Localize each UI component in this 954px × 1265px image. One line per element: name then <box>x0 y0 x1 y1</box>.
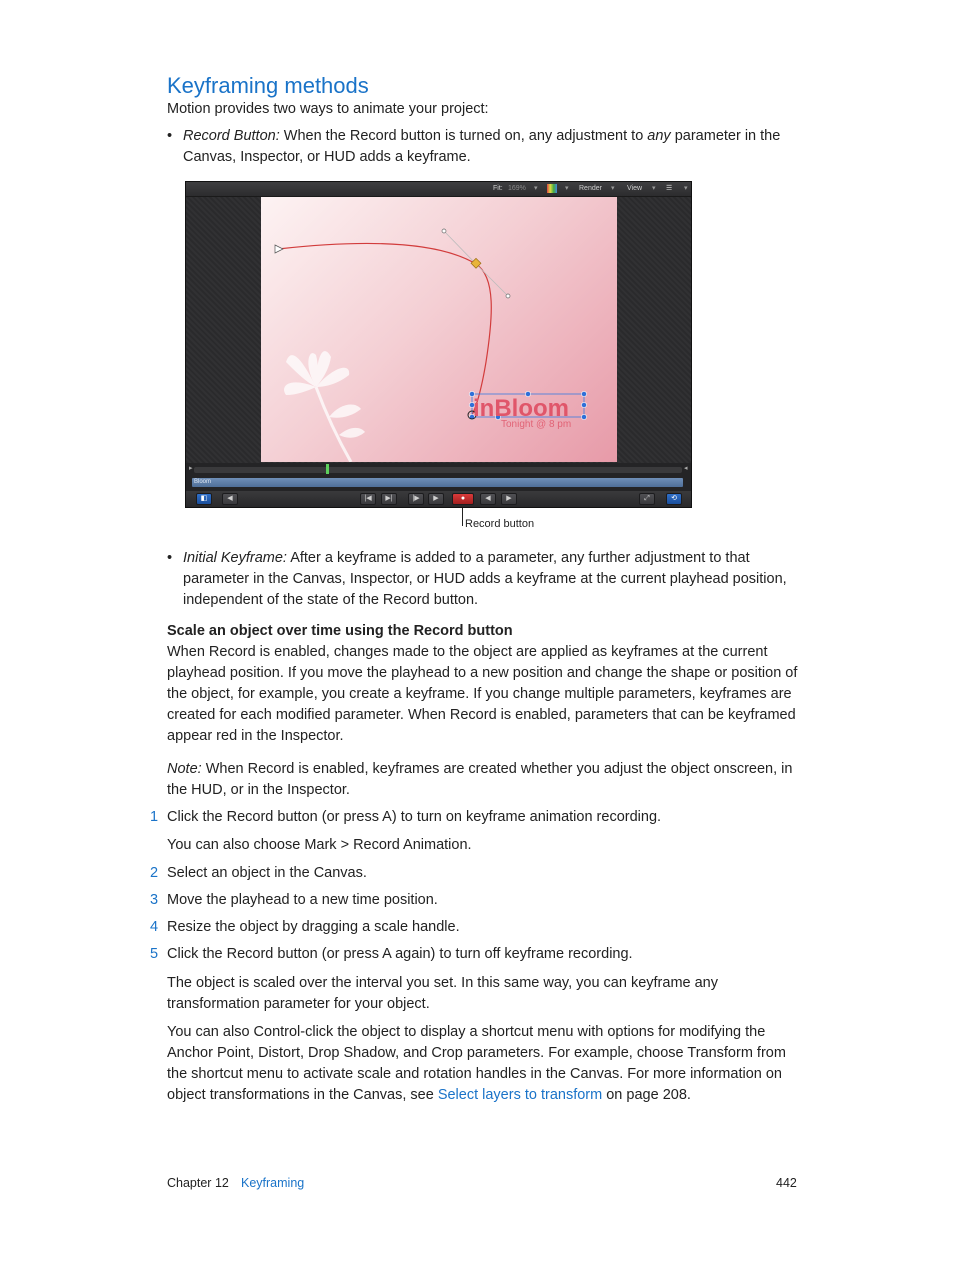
footer-chapter: Chapter 12 <box>167 1176 229 1190</box>
path-start-arrow-icon[interactable] <box>275 245 283 253</box>
bullet-term: Record Button: <box>183 128 280 144</box>
step-number: 5 <box>150 946 159 962</box>
bezier-handle-line <box>476 264 508 296</box>
step-text: Click the Record button (or press A) to turn on keyframe animation recording. <box>167 809 662 825</box>
collapse-button[interactable]: ◀ <box>222 493 238 505</box>
task-subheading: Scale an object over time using the Record button <box>167 623 513 639</box>
callout-record-button: Record button <box>465 518 535 530</box>
step-number: 4 <box>150 919 159 935</box>
bullet-dot: • <box>167 128 173 144</box>
playhead[interactable] <box>326 464 329 474</box>
previous-keyframe-button[interactable]: ◀ <box>480 493 496 505</box>
step-number: 1 <box>150 809 159 825</box>
project-canvas[interactable] <box>261 197 617 462</box>
note-label: Note: <box>167 761 202 777</box>
timeline-end-icon[interactable]: ◂ <box>684 465 688 472</box>
timeline-ruler[interactable] <box>194 467 682 473</box>
paragraph-control-click: You can also Control-click the object to display a shortcut menu with options for modifying the Anchor Point, Distort, Drop Shadow, and Crop parameters. For example, choose Transform from the shortcut menu to activate scale and rotation handles in the Canvas. For more information on object transformations in the Canvas, see Select layers to transform on page 208. <box>167 1024 786 1103</box>
step-text: Move the playhead to a new time position. <box>167 892 438 908</box>
canvas-area <box>186 197 691 463</box>
view-menu[interactable]: View <box>627 185 643 192</box>
chevron-down-icon: ▾ <box>684 185 688 192</box>
chevron-down-icon: ▾ <box>534 185 538 192</box>
canvas-subtitle-text[interactable]: Tonight @ 8 pm <box>501 419 572 430</box>
go-to-end-button[interactable]: ▶| <box>381 493 397 505</box>
bezier-handle-point[interactable] <box>506 294 510 298</box>
next-keyframe-button[interactable]: ▶ <box>501 493 517 505</box>
paragraph-record-enabled: When Record is enabled, changes made to the object are applied as keyframes at the current playhead position. If you move the playhead to a new position and change the shape or position of the object, for example, you create a keyframe. If you change multiple parameters, keyframes are created for each modified parameter. When Record is enabled, parameters that can be keyframed appear red in the Inspector. <box>167 644 798 744</box>
bullet-dot: • <box>167 550 173 566</box>
bezier-handle-line <box>444 231 476 264</box>
timeline-start-icon[interactable]: ▸ <box>189 465 193 472</box>
callout-leader-line <box>462 508 463 526</box>
fullscreen-icon[interactable]: ⤢ <box>639 493 655 505</box>
bullet-term: Initial Keyframe: <box>183 550 287 566</box>
previous-frame-button[interactable]: |▶ <box>408 493 424 505</box>
note-paragraph: Note: When Record is enabled, keyframes are created whether you adjust the object onscreen, in the HUD, or in the Inspector. <box>167 761 793 798</box>
motion-canvas-screenshot <box>185 181 692 508</box>
footer-chapter-link[interactable]: Keyframing <box>241 1176 305 1190</box>
transport-controls <box>186 491 691 507</box>
chevron-down-icon: ▾ <box>565 185 569 192</box>
canvas-title-text[interactable]: inBloom <box>473 395 569 422</box>
fit-zoom-value[interactable]: 169% <box>508 185 526 192</box>
play-button[interactable]: ▶ <box>428 493 444 505</box>
show-timeline-button[interactable]: ◧ <box>196 493 212 505</box>
step-text: Resize the object by dragging a scale handle. <box>167 919 460 935</box>
paragraph-scaled-interval: The object is scaled over the interval you set. In this same way, you can keyframe any transformation parameter for your object. <box>167 975 718 1012</box>
canvas-toolbar <box>186 182 691 197</box>
go-to-start-button[interactable]: |◀ <box>360 493 376 505</box>
chevron-down-icon: ▾ <box>652 185 656 192</box>
page-heading: Keyframing methods <box>167 73 369 98</box>
loop-playback-button[interactable]: ⟲ <box>666 493 682 505</box>
step-number: 2 <box>150 865 159 881</box>
intro-text: Motion provides two ways to animate your project: <box>167 101 489 117</box>
step-text: Select an object in the Canvas. <box>167 865 367 881</box>
render-menu[interactable]: Render <box>579 185 602 192</box>
chevron-down-icon: ▾ <box>611 185 615 192</box>
flower-graphic <box>284 351 365 462</box>
bullet-text: Record Button: When the Record button is turned on, any adjustment to any parameter in the Canvas, Inspector, or HUD adds a keyframe. <box>183 128 781 165</box>
step-number: 3 <box>150 892 159 908</box>
color-channels-icon[interactable] <box>547 184 557 193</box>
link-select-layers[interactable]: Select layers to transform <box>437 1087 603 1103</box>
fit-label: Fit: <box>493 185 503 192</box>
mini-timeline <box>186 463 691 491</box>
timeline-layer-bar[interactable]: Bloom <box>192 478 683 487</box>
footer-page-number: 442 <box>776 1176 797 1190</box>
layout-menu-icon[interactable]: ☰ <box>666 185 673 192</box>
step-text: Click the Record button (or press A again) to turn off keyframe recording. <box>167 946 633 962</box>
bullet-text: Initial Keyframe: After a keyframe is added to a parameter, any further adjustment to that parameter in the Canvas, Inspector, or HUD adds a keyframe at the current playhead position, independent of the state of the Record button. <box>183 550 787 608</box>
record-button[interactable]: ● <box>452 493 474 505</box>
canvas-overlay <box>261 197 617 462</box>
step-1-subtext: You can also choose Mark > Record Animation. <box>167 837 472 853</box>
bezier-handle-point[interactable] <box>442 229 446 233</box>
